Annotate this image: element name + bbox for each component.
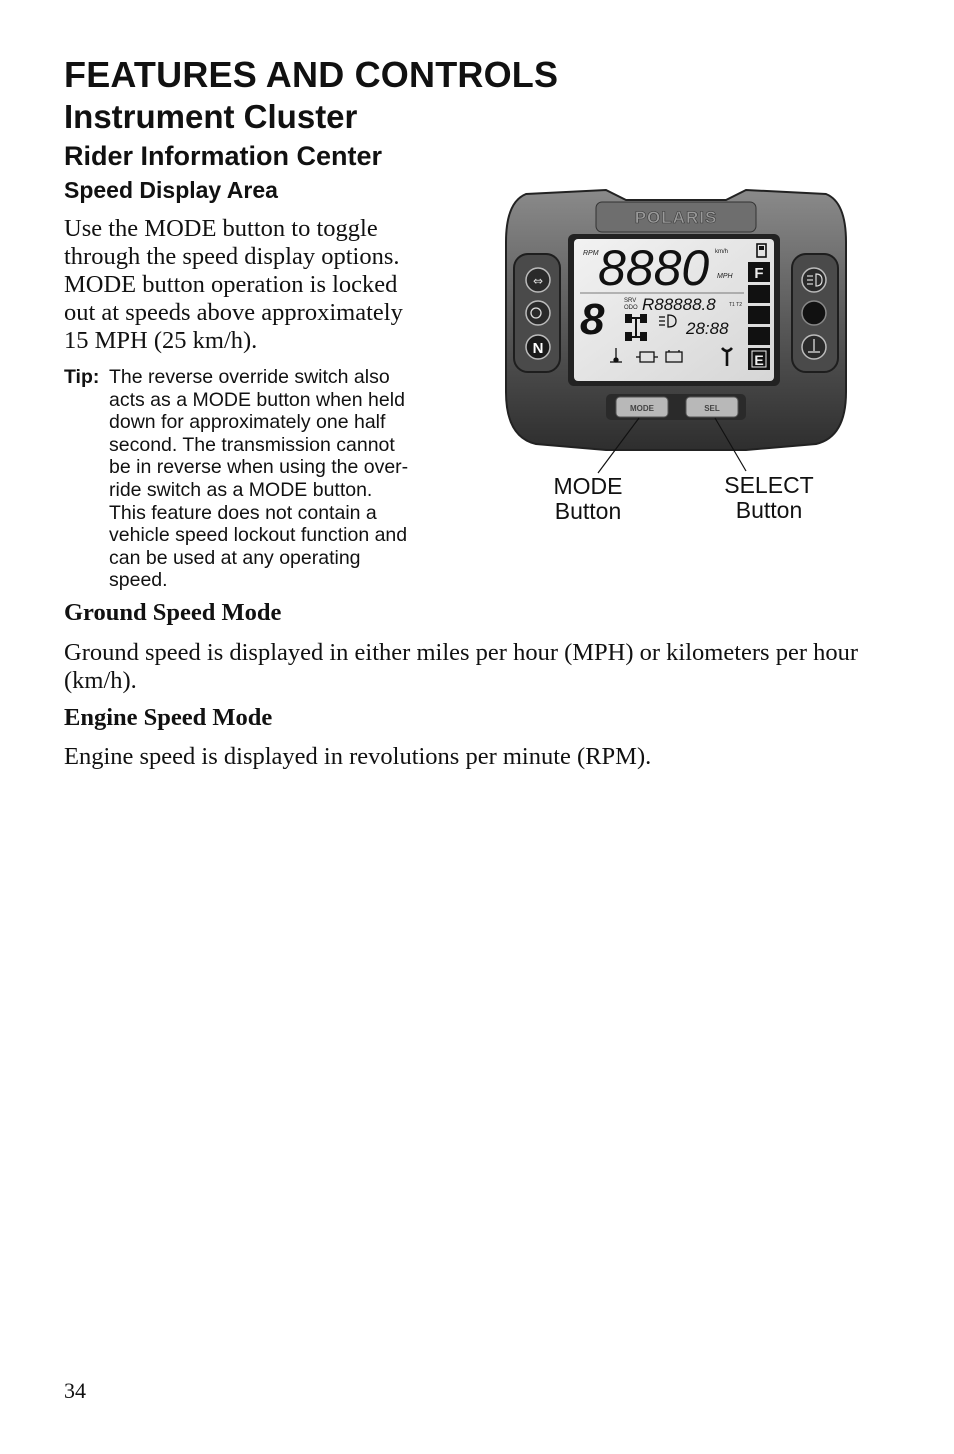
tip-line: vehicle speed lockout function and [109, 524, 408, 547]
main-speed-digits: 8880 [598, 240, 710, 296]
tip-label: Tip: [64, 366, 100, 388]
odo-label: ODO [624, 305, 638, 311]
intro-line: MODE button operation is locked [64, 271, 398, 298]
intro-line: Use the MODE button to toggle [64, 215, 378, 242]
callout-line: SELECT [724, 472, 814, 498]
intro-paragraph [64, 215, 464, 355]
warning-indicator [526, 301, 550, 325]
tip-line: down for approximately one half [109, 411, 386, 434]
srv-label: SRV [624, 298, 637, 304]
ground-speed-title: Ground Speed Mode [64, 599, 282, 626]
ground-speed-text: Ground speed is displayed in either miles per hour (MPH) or kilometers per hour (km/h). [64, 639, 859, 694]
intro-line: out at speeds above approximately [64, 299, 403, 326]
trip-labels: T1 T2 [729, 302, 742, 308]
tip-line: This feature does not contain a [109, 501, 377, 524]
select-button-callout [706, 473, 832, 523]
tip-line: second. The transmission cannot [109, 433, 395, 456]
fuel-empty-label: E [754, 352, 764, 368]
callout-line: MODE [553, 473, 623, 499]
section-title: FEATURES AND CONTROLS [64, 54, 559, 95]
tip-line: can be used at any operating [109, 546, 361, 569]
kmh-unit: km/h [715, 249, 729, 255]
callout-line: Button [554, 498, 622, 524]
tip-line: acts as a MODE button when held [109, 388, 405, 411]
gear-digit: 8 [580, 295, 605, 344]
engine-speed-text: Engine speed is displayed in revolutions per minute (RPM). [64, 743, 652, 770]
tip-line: The reverse override switch also [109, 366, 390, 388]
tip-note [64, 366, 464, 592]
blank-indicator [802, 301, 826, 325]
fuel-full-label: F [754, 265, 764, 282]
intro-line: 15 MPH (25 km/h). [64, 327, 258, 354]
select-button-label: SEL [704, 404, 720, 413]
engine-speed-title: Engine Speed Mode [64, 704, 273, 731]
neutral-icon: N [532, 340, 544, 357]
intro-line: through the speed display options. [64, 243, 400, 270]
mode-button-callout [528, 474, 648, 524]
topic-title: Speed Display Area [64, 177, 278, 203]
brand-logo: POLARIS [634, 208, 718, 227]
select-button[interactable] [686, 397, 738, 417]
tip-line: ride switch as a MODE button. [109, 478, 373, 501]
instrument-cluster-illustration [496, 182, 856, 482]
tip-body [109, 366, 464, 592]
page-number: 34 [64, 1378, 86, 1403]
rpm-label: RPM [583, 250, 599, 257]
callout-line: Button [735, 497, 803, 523]
mph-unit: MPH [717, 273, 733, 280]
turn-signal-icon: ⇔ [532, 274, 544, 288]
subsection-title: Instrument Cluster [64, 98, 358, 135]
odometer-digits: R88888.8 [642, 295, 716, 314]
tip-line: speed. [109, 569, 168, 592]
mode-button-label: MODE [630, 404, 654, 413]
subsubsection-title: Rider Information Center [64, 141, 383, 171]
fuel-gauge [748, 262, 770, 370]
mode-button[interactable] [616, 397, 668, 417]
tip-line: be in reverse when using the over- [109, 456, 409, 479]
clock-digits: 28:88 [686, 319, 729, 338]
